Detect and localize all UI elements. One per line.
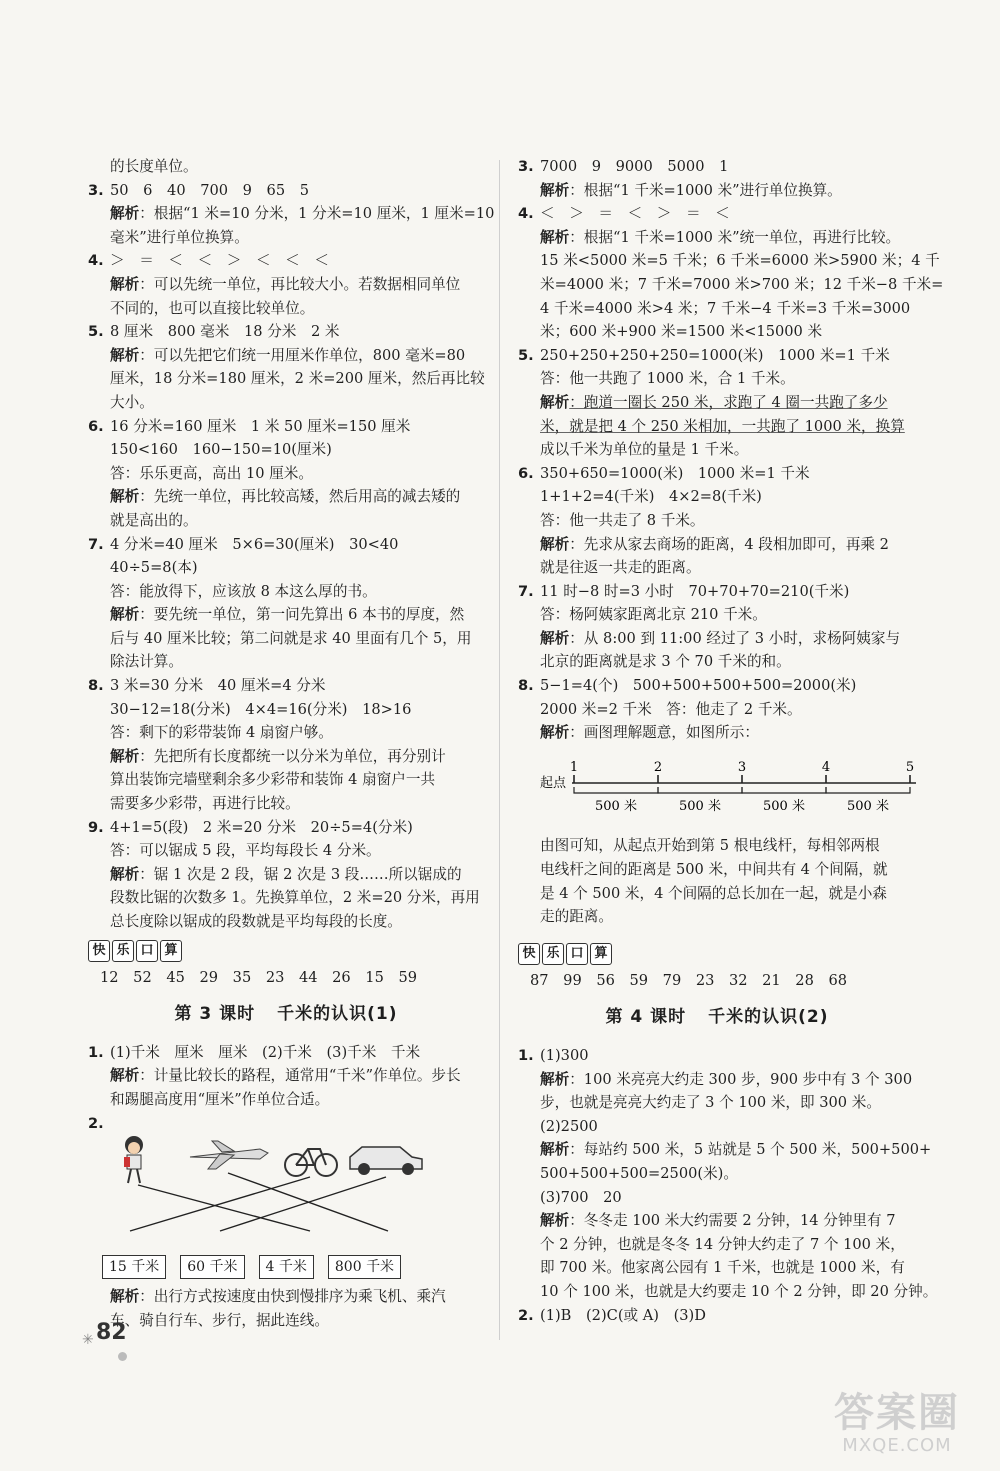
analysis-label: 解析 [540,724,570,742]
answer: 答：杨阿姨家距离北京 210 千米。 [540,606,767,624]
number-line [518,749,916,819]
question-number: 4. [518,205,534,223]
analysis-text: 不同的，也可以直接比较单位。 [110,299,315,317]
pole-label: 5 [905,759,915,775]
answer: 16 分米=160 厘米 1 米 50 厘米=150 厘米 [110,417,411,435]
text-line: 的长度单位。 [110,158,198,175]
analysis-text: 步，也就是亮亮大约走了 3 个 100 米，即 300 米。 [540,1094,881,1112]
analysis-label: 解析 [110,205,140,223]
analysis-text: 总长度除以锯成的段数就是平均每段的长度。 [110,913,402,930]
explanation-text: 是 4 个 500 米，4 个间隔的总长加在一起，就是小森 [540,884,887,902]
analysis-text: ：从 8:00 到 11:00 经过了 3 小时，求杨阿姨家与 [569,629,901,647]
bicycle-icon [285,1149,337,1176]
answer: 3 米=30 分米 40 厘米=4 分米 [110,677,326,695]
answer: 4 分米=40 厘米 5×6=30(厘米) 30<40 [110,535,399,553]
answer: 40÷5=8(本) [110,559,198,577]
answer: (1)300 [540,1047,589,1064]
answer: 350+650=1000(米) 1000 米=1 千米 [540,464,810,482]
distance-options [102,1255,484,1279]
badge-char: 口 [136,940,158,962]
question-number: 8. [518,677,534,695]
segment-bracket [658,787,742,793]
badge-char: 乐 [542,943,564,965]
answer: 答：剩下的彩带装饰 4 扇窗户够。 [110,724,333,742]
watermark-logo [812,1391,982,1461]
lesson-heading [518,1006,916,1030]
distance-box: 800 千米 [328,1255,401,1279]
analysis-label: 解析 [540,181,570,199]
segment-label: 500 米 [679,798,721,814]
answer: 50 6 40 700 9 65 5 [110,181,309,199]
analysis-label: 解析 [110,275,140,293]
answer: 1+1+2=4(千米) 4×2=8(千米) [540,488,762,506]
distance-box: 60 千米 [180,1255,244,1279]
pole-label: 3 [737,759,747,775]
analysis-text: 米，就是把 4 个 250 米相加，一共跑了 1000 米，换算 [540,417,905,435]
answer: 答：能放得下，应该放 8 本这么厚的书。 [110,582,377,600]
analysis-label: 解析 [110,865,140,883]
analysis-label: 解析 [110,1288,140,1306]
analysis-text: 大小。 [110,393,154,411]
lesson-heading [88,1003,484,1027]
question-number: 3. [88,181,104,199]
question-number: 5. [88,323,104,341]
question-number: 7. [518,582,534,600]
matching-lines [110,1135,440,1255]
explanation-text: 走的距离。 [540,908,613,926]
answer: 30−12=18(分米) 4×4=16(分米) 18>16 [110,700,412,718]
walking-person-icon [124,1136,143,1183]
badge-char: 口 [566,943,588,965]
analysis-text: 就是高出的。 [110,511,198,529]
analysis-text: ：100 米亮亮大约走 300 步，900 步中有 3 个 300 [569,1070,913,1088]
answer: 7000 9 9000 5000 1 [540,158,729,175]
analysis-label: 解析 [110,488,140,506]
explanation-text: 电线杆之间的距离是 500 米，中间共有 4 个间隔，就 [540,861,888,879]
segment-label: 500 米 [595,798,637,814]
analysis-text: 和踢腿高度用“厘米”作单位合适。 [110,1090,330,1108]
pole-label: 1 [569,759,579,775]
oral-math-answers: 12 52 45 29 35 23 44 26 15 59 [100,968,418,986]
oral-math-badge [88,940,484,962]
question-number: 8. [88,677,104,695]
distance-box: 15 千米 [102,1255,166,1279]
left-column [88,155,495,1332]
analysis-text: 段数比锯的次数多 1。先换算单位，2 米=20 分米，再用 [110,889,480,907]
analysis-text: 4 千米=4000 米>4 米；7 千米−4 千米=3 千米=3000 [540,299,911,317]
answer: 11 时−8 时=3 小时 70+70+70=210(千米) [540,582,850,600]
question-number: 1. [88,1043,104,1061]
analysis-text: 15 米<5000 米=5 千米；6 千米=6000 米>5900 米；4 千 [540,252,940,270]
lesson-name: 千米的认识(1) [277,1004,398,1025]
analysis-label: 解析 [540,1212,570,1230]
analysis-text: 除法计算。 [110,653,183,671]
answer: 250+250+250+250=1000(米) 1000 米=1 千米 [540,346,890,364]
analysis-text: ：根据“1 千米=1000 米”统一单位，再进行比较。 [569,228,901,246]
analysis-text: ：可以先统一单位，再比较大小。若数据相同单位 [139,275,461,293]
analysis-label: 解析 [540,1070,570,1088]
analysis-label: 解析 [540,393,570,411]
analysis-text: 就是往返一共走的距离。 [540,559,701,577]
analysis-text: 算出装饰完墙壁剩余多少彩带和装饰 4 扇窗户一共 [110,771,436,789]
segment-label: 500 米 [763,798,805,814]
question-number: 6. [518,464,534,482]
analysis-text: ：每站约 500 米，5 站就是 5 个 500 米，500+500+ [569,1141,932,1159]
answer: ＞ ＝ ＜ ＜ ＞ ＜ ＜ ＜ [110,252,329,270]
distance-box: 4 千米 [259,1255,314,1279]
analysis-text: 需要多少彩带，再进行比较。 [110,795,300,813]
answer: 答：乐乐更高，高出 10 厘米。 [110,464,313,482]
analysis-text: 后与 40 厘米比较；第二问就是求 40 里面有几个 5，用 [110,629,472,647]
answer: 4+1=5(段) 2 米=20 分米 20÷5=4(分米) [110,818,413,836]
answer: (3)700 20 [540,1188,622,1206]
analysis-text: ：画图理解题意，如图所示： [569,724,759,742]
watermark-title: 答案圈 [834,1390,960,1436]
segment-bracket [742,787,826,793]
analysis-label: 解析 [110,606,140,624]
analysis-label: 解析 [110,346,140,364]
segment-bracket [826,787,910,793]
analysis-text: ：计量比较长的路程，通常用“千米”作单位。步长 [139,1067,461,1085]
question-number: 6. [88,417,104,435]
decorative-dot [118,1352,127,1361]
answer: 2000 米=2 千米 答：他走了 2 千米。 [540,700,802,718]
analysis-text: 米=4000 米；7 千米=7000 米>700 米；12 千米−8 千米= [540,275,944,293]
answer: ＜ ＞ ＝ ＜ ＞ ＝ ＜ [540,205,730,223]
oral-math-badge [518,943,916,965]
analysis-text: 北京的距离就是求 3 个 70 千米的和。 [540,653,791,671]
explanation-text: 由图可知，从起点开始到第 5 根电线杆，每相邻两根 [540,837,880,855]
analysis-label: 解析 [540,629,570,647]
segment-label: 500 米 [847,798,889,814]
answer: 8 厘米 800 毫米 18 分米 2 米 [110,323,340,341]
question-number: 2. [88,1114,104,1132]
question-number: 2. [518,1306,534,1324]
analysis-text: 成以千米为单位的量是 1 千米。 [540,441,749,459]
watermark-url: MXQE.COM [842,1435,952,1456]
analysis-text: ：可以先把它们统一用厘米作单位，800 毫米=80 [139,346,466,364]
badge-char: 算 [590,943,612,965]
lesson-name: 千米的认识(2) [708,1007,829,1028]
analysis-text: ：锯 1 次是 2 段，锯 2 次是 3 段……所以锯成的 [139,865,462,883]
answer: (1)千米 厘米 厘米 (2)千米 (3)千米 千米 [110,1043,421,1061]
right-column [518,155,944,1327]
segment-bracket [574,787,658,793]
poles [570,760,914,783]
badge-char: 乐 [112,940,134,962]
question-number: 1. [518,1047,534,1064]
column-divider [499,160,500,1340]
analysis-text: 毫米”进行单位换算。 [110,228,249,246]
answer: 150<160 160−150=10(厘米) [110,441,332,459]
question-number: 5. [518,346,534,364]
badge-char: 快 [88,940,110,962]
answer: (1)B (2)C(或 A) (3)D [540,1306,706,1324]
question-number: 4. [88,252,104,270]
car-icon [350,1147,422,1175]
analysis-text: ：先统一单位，再比较高矮，然后用高的减去矮的 [139,488,461,506]
answer: 答：他一共跑了 1000 米，合 1 千米。 [540,370,795,388]
answer: 答：他一共走了 8 千米。 [540,511,705,529]
pole-label: 4 [821,759,831,775]
airplane-icon [190,1141,268,1169]
analysis-text: 车、骑自行车、步行，据此连线。 [110,1311,329,1329]
pole-label: 2 [653,759,663,775]
star-icon: ✳ [82,1332,94,1348]
segments [574,787,910,814]
page-number: 82 [96,1320,127,1345]
analysis-text: ：根据“1 千米=1000 米”进行单位换算。 [569,181,842,199]
lesson-number: 第 3 课时 [174,1004,256,1025]
analysis-text: ：出行方式按速度由快到慢排序为乘飞机、乘汽 [139,1288,446,1306]
analysis-text: 10 个 100 米，也就是大约要走 10 个 2 分钟，即 20 分钟。 [540,1282,938,1300]
badge-char: 算 [160,940,182,962]
analysis-text: 个 2 分钟，也就是冬冬 14 分钟大约走了 7 个 100 米， [540,1235,905,1253]
analysis-label: 解析 [540,228,570,246]
analysis-text: 500+500+500=2500(米)。 [540,1164,738,1182]
analysis-label: 解析 [110,747,140,765]
analysis-text: ：要先统一单位，第一问先算出 6 本书的厚度，然 [139,606,465,624]
analysis-text: ：根据“1 米=10 分米，1 分米=10 厘米，1 厘米=10 [139,205,495,223]
lesson-number: 第 4 课时 [605,1007,687,1028]
analysis-text: 即 700 米。他家离公园有 1 千米，也就是 1000 米，有 [540,1259,905,1277]
analysis-text: 米；600 米+900 米=1500 米<15000 米 [540,323,823,341]
analysis-text: ：先把所有长度都统一以分米为单位，再分别计 [139,747,446,765]
question-number: 7. [88,535,104,553]
analysis-text: ：先求从家去商场的距离，4 段相加即可，再乘 2 [569,535,889,553]
analysis-text: ：冬冬走 100 米大约需要 2 分钟，14 分钟里有 7 [569,1212,896,1230]
start-label: 起点 [540,775,567,791]
analysis-label: 解析 [540,535,570,553]
analysis-text: ：跑道一圈长 250 米，求跑了 4 圈一共跑了多少 [569,393,888,411]
oral-math-answers: 87 99 56 59 79 23 32 21 28 68 [530,971,848,989]
question-number: 9. [88,818,104,836]
analysis-label: 解析 [110,1067,140,1085]
badge-char: 快 [518,943,540,965]
analysis-label: 解析 [540,1141,570,1159]
answer: 5−1=4(个) 500+500+500+500=2000(米) [540,677,857,695]
answer: (2)2500 [540,1117,598,1135]
number-line-diagram [518,749,916,827]
matching-diagram [110,1135,484,1255]
question-number: 3. [518,158,534,175]
answer: 答：可以锯成 5 段，平均每段长 4 分米。 [110,842,381,860]
analysis-text: 厘米，18 分米=180 厘米，2 米=200 厘米，然后再比较 [110,370,485,388]
